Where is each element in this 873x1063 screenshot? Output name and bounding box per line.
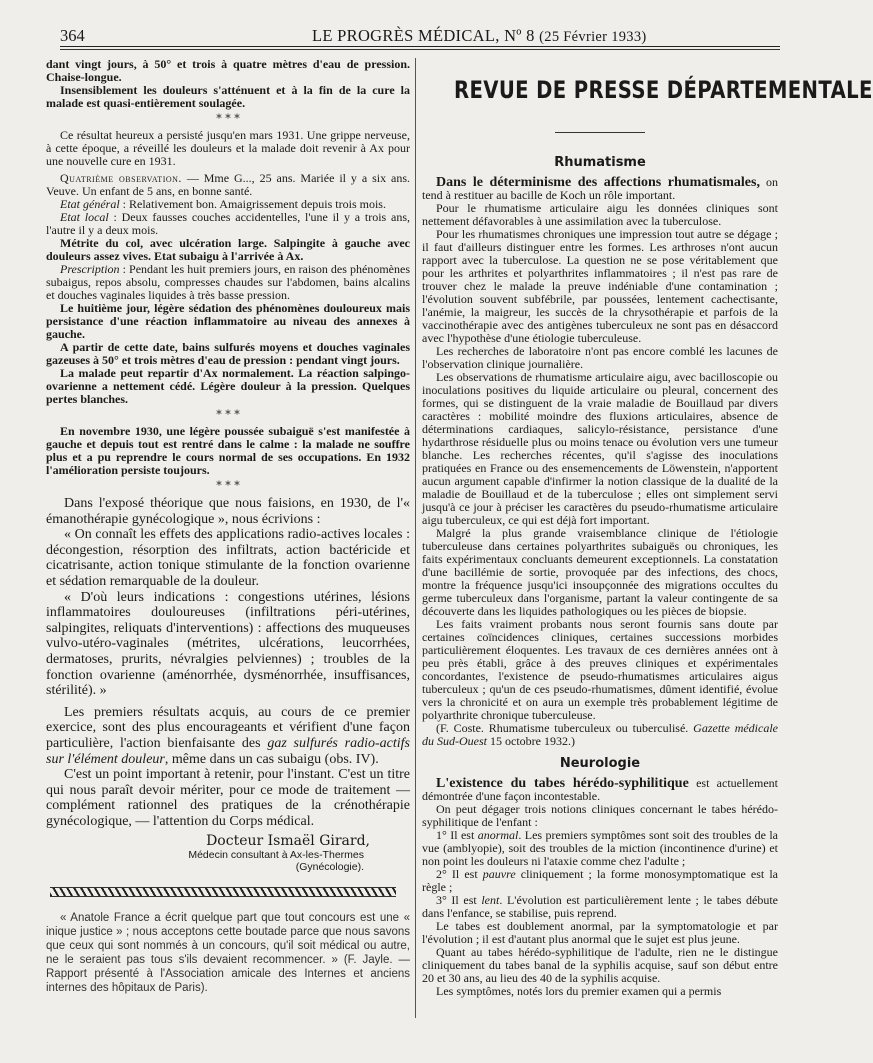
lead-phrase: Dans le déterminisme des affections rhumatismales, [436, 175, 760, 190]
paragraph: On peut dégager trois notions cliniques concernant le tabes hérédo-syphilitique de l'enfant : [422, 802, 778, 829]
paragraph: Le tabes est doublement anormal, par la symptomatologie et par l'évolution ; il est d'autant plus anormal que le sujet est plus jeune. [422, 919, 778, 946]
text-run: 3° Il est [436, 893, 482, 907]
paragraph [422, 829, 778, 868]
header-rule-secondary [60, 49, 780, 50]
section-title-neurologie: Neurologie [559, 756, 641, 771]
prescription-text: : Pendant les huit premiers jours, en raison des phénomènes subaigus, repos absolu, compresses chaudes sur l'abdomen, bains alcalins et douches vaginales liquides à très basse pression. [46, 262, 410, 302]
text-run: 2° Il est [436, 867, 483, 881]
paragraph [422, 894, 778, 920]
etat-local-label: Etat local [60, 210, 109, 224]
quote-paragraph: « On connaît les effets des applications radio-actives locales : décongestion, résorption des infiltrats, action bactéricide et cicatrisante, action tonique stimulante de la fonction ovarienne et sédation remarquable de la douleur. [46, 527, 410, 589]
etat-local-text: : Deux fausses couches accidentelles, l'une il y a trois ans, l'autre il y a deux mois. [46, 210, 410, 237]
quote-paragraph: « D'où leurs indications : congestions utérines, lésions inflammatoires douloureuses (infiltrations péri-utérines, salpingites, reliquats d'interventions) : affections des muqueuses vulvo-utéro-vaginales (métrites, ulcérations, leucorrhées, dermatoses, prurits, névralgies pelviennes) ; troubles de la fonction ovarienne (aménorrhée, dysménorrhée, insuffisances, stérilité). » [46, 589, 410, 699]
paragraph [422, 176, 778, 202]
title-rule [555, 132, 645, 133]
paragraph: C'est un point important à retenir, pour l'instant. C'est un titre qui nous paraît devoir mériter, pour ce mode de traitement — complément rationnel des pratiques de la crénothérapie gynécologique, — l'attention du Corps médical. [46, 767, 410, 829]
paragraph [46, 211, 410, 237]
page-header [40, 26, 776, 48]
asterism-divider: * * * [216, 112, 240, 125]
paragraph: Insensiblement les douleurs s'atténuent et à la fin de la cure la malade est quasi-entièrement soulagée. [46, 83, 410, 110]
text-run: . Les premiers symptômes sont soit des troubles de la vue (amblyopie), soit des troubles de la miction (incontinence d'urine) et non point les douleurs ni l'ataxie comme chez l'adulte ; [422, 828, 778, 868]
paragraph: Les faits vraiment probants nous seront fournis sans doute par certaines coïncidences cliniques, certaines successions morbides particulièrement éloquentes. Les travaux de ces dernières années ont à peu près établi, grâce à des preuves cliniques et expérimentales concordantes, l'existence de pseudo-rhumatismes articulaires aigus tuberculeux ; qu'un de ces pseudo-rhumatismes, dûment identifié, évolue vers la chronicité et on aura un exemple très probablement légitime de polyarthrite chronique tuberculeuse. [422, 617, 778, 722]
prescription-label: Prescription [60, 262, 120, 276]
paragraph: Malgré la plus grande vraisemblance clinique de l'étiologie tuberculeuse dans certaines polyarthrites subaiguës ou chroniques, les faits expérimentaux concluants demeurent exceptionnels. La constatation d'une bacillémie de sortie, provoquée par des infections, des chocs, montre la fréquence jusqu'ici insoupçonnée des migrations occultes du germe tuberculeux dans l'organisme, partant la valeur contingente de sa découverte dans les liquides pathologiques ou les pièces de biopsie. [422, 526, 778, 618]
paragraph: Ce résultat heureux a persisté jusqu'en mars 1931. Une grippe nerveuse, à cette époque, a réveillé les douleurs et la malade doit revenir à Ax pour une nouvelle cure en 1931. [46, 128, 410, 168]
paragraph: Pour les rhumatismes chroniques une impression tout autre se dégage ; il faut d'ailleurs distinguer entre les formes. Les arthroses n'ont aucun rapport avec la tuberculose. La question ne se pose véritablement que pour les arthrites et polyarthrites inflammatoires ; il n'est pas rare de trouver chez le malade la preuve indéniable d'une contamination ; l'évolution souvent subfébrile, par poussées, lentement cachectisante, l'anémie, la maigreur, les succès de la chrysothérapie et parfois de la vaccinothérapie avec des antigènes tuberculeux ne sont pas en désaccord avec l'hypothèse d'une étiologie tuberculeuse. [422, 227, 778, 345]
paragraph [46, 263, 410, 302]
asterism-divider: * * * [216, 408, 240, 421]
text-run: 15 octobre 1932.) [487, 734, 575, 748]
paragraph: Quant au tabes hérédo-syphilitique de l'adulte, rien ne le distingue cliniquement du tabes banal de la syphilis acquise, sauf son début entre 20 et 30 ans, au lieu des 40 de la syphilis acquise. [422, 945, 778, 985]
journal-title [312, 26, 647, 46]
paragraph: Pour le rhumatisme articulaire aigu les données cliniques sont nettement défavorables à une assimilation avec la tuberculose. [422, 201, 778, 228]
paragraph: Dans l'exposé théorique que nous faisions, en 1930, de l'« émanothérapie gynécologique », nous écrivions : [46, 496, 410, 527]
header-rule [60, 46, 780, 47]
paragraph: Les symptômes, notés lors du premier examen qui a permis [436, 984, 722, 998]
paragraph [422, 868, 778, 894]
page-number: 364 [60, 26, 85, 45]
section-banner-title: REVUE DE PRESSE DÉPARTEMENTALE [454, 76, 873, 104]
emphasis: pauvre [482, 867, 516, 881]
text-run: . L'évolution est particulièrement lente ; le tabes débute dans l'enfance, se stabilise, puis reprend. [422, 893, 779, 920]
observation-label: Quatrième observation. [60, 171, 182, 185]
emphasis: gaz sulfurés radio-actifs sur l'élément douleur [46, 735, 411, 767]
signature-title: Médecin consultant à Ax-les-Thermes [188, 849, 364, 862]
right-column [422, 58, 873, 1043]
paragraph: Les recherches de laboratoire n'ont pas encore comblé les lacunes de l'observation clinique journalière. [422, 344, 778, 371]
paragraph [46, 705, 410, 767]
asterism-divider: * * * [216, 479, 240, 492]
signature-name: Docteur Ismaël Girard, [206, 833, 370, 850]
observation-heading [46, 172, 410, 198]
footnote-quote: « Anatole France a écrit quelque part que tout concours est une « inique justice » ; nous acceptons cette boutade parce que nous savons que ceux qui sont nommés à un concours, qu'il soit médical ou autre, ne le seraient pas tous s'ils devaient recommencer. » (F. Jayle. — Rapport présenté à l'Association amicale des Internes et anciens internes des hôpitaux de Paris). [46, 912, 410, 995]
text-run: , même dans un cas subaigu (obs. IV). [164, 751, 379, 767]
left-column [46, 58, 410, 1043]
lead-phrase: L'existence du tabes hérédo-syphilitique [436, 776, 689, 791]
paragraph: Les observations de rhumatisme articulaire aigu, avec bacilloscopie ou inoculations positives du liquide articulaire ou pleural, concernent des formes, qui se distinguent de la vraie maladie de Bouillaud par divers caractères : mobilité moindre des fluxions articulaires, absence de déterminations cardiaques, salicylo-résistance, persistance d'une hydarthrose résiduelle plus ou moins tenace ou évolution vers une tumeur blanche. Les recherches récentes, qu'il s'agisse des inoculations pratiquées en France ou des ensemencements de Löwenstein, n'apportent aucun argument capable d'infirmer la notion classique de la dualité de la maladie de Bouillaud et de la tuberculose ; elles ont simplement servi jusqu'à ce jour à préciser les caractères du pseudo-rhumatisme articulaire aigu tuberculeux, ce qui est déjà fort important. [422, 370, 778, 527]
citation [422, 722, 778, 748]
signature-specialty: (Gynécologie). [295, 861, 364, 874]
emphasis: anormal [477, 828, 519, 842]
text-run: est actuellement démontrée d'une façon incontestable. [422, 776, 778, 803]
paragraph: La malade peut repartir d'Ax normalement. La réaction salpingo-ovarienne a nettement cédé. Légère douleur à la pression. Quelques pertes blanches. [46, 366, 410, 406]
paragraph: Le huitième jour, légère sédation des phénomènes douloureux mais persistance d'une réaction inflammatoire au niveau des annexes à gauche. [46, 301, 410, 341]
journal-name: LE PROGRÈS MÉDICAL, Nº 8 [312, 26, 535, 45]
paragraph: Métrite du col, avec ulcération large. Salpingite à gauche avec douleurs assez vives. Etat subaigu à l'arrivée à Ax. [46, 236, 410, 263]
text-run: on tend à restituer au bacille de Koch un rôle important. [422, 175, 778, 202]
paragraph: A partir de cette date, bains sulfurés moyens et douches vaginales gazeuses à 50° et trois mètres d'eau de pression : pendant vingt jours. [46, 340, 410, 367]
text-run: cliniquement ; la forme monosymptomatique est la règle ; [422, 867, 778, 894]
column-separator [415, 58, 416, 1018]
ornamental-divider [50, 887, 396, 897]
etat-general-label: Etat général [60, 197, 120, 211]
emphasis: lent [481, 893, 500, 907]
text-run: 1° Il est [436, 828, 478, 842]
etat-general-text: : Relativement bon. Amaigrissement depuis trois mois. [119, 197, 386, 211]
paragraph [422, 777, 778, 803]
text-run: Les premiers résultats acquis, au cours de ce premier exercice, sont des plus encourageants et vérifient d'une façon particulière, l'action bienfaisante des [46, 704, 410, 751]
journal-citation: Gazette médicale du Sud-Ouest [422, 721, 779, 748]
issue-date: (25 Février 1933) [539, 29, 647, 45]
observation-text: — Mme G..., 25 ans. Mariée il y a six ans. Veuve. Un enfant de 5 ans, en bonne santé. [46, 171, 410, 198]
section-title-rhumatisme: Rhumatisme [554, 155, 646, 170]
text-run: (F. Coste. Rhumatisme tuberculeux ou tuberculisé. [436, 721, 694, 735]
paragraph: En novembre 1930, une légère poussée subaiguë s'est manifestée à gauche et depuis tout est rentré dans le calme : la malade ne souffre plus et a pu reprendre le cours normal de ses occupations. En 1932 l'amélioration persiste toujours. [46, 424, 410, 477]
paragraph: dant vingt jours, à 50° et trois à quatre mètres d'eau de pression. Chaise-longue. [46, 57, 410, 84]
